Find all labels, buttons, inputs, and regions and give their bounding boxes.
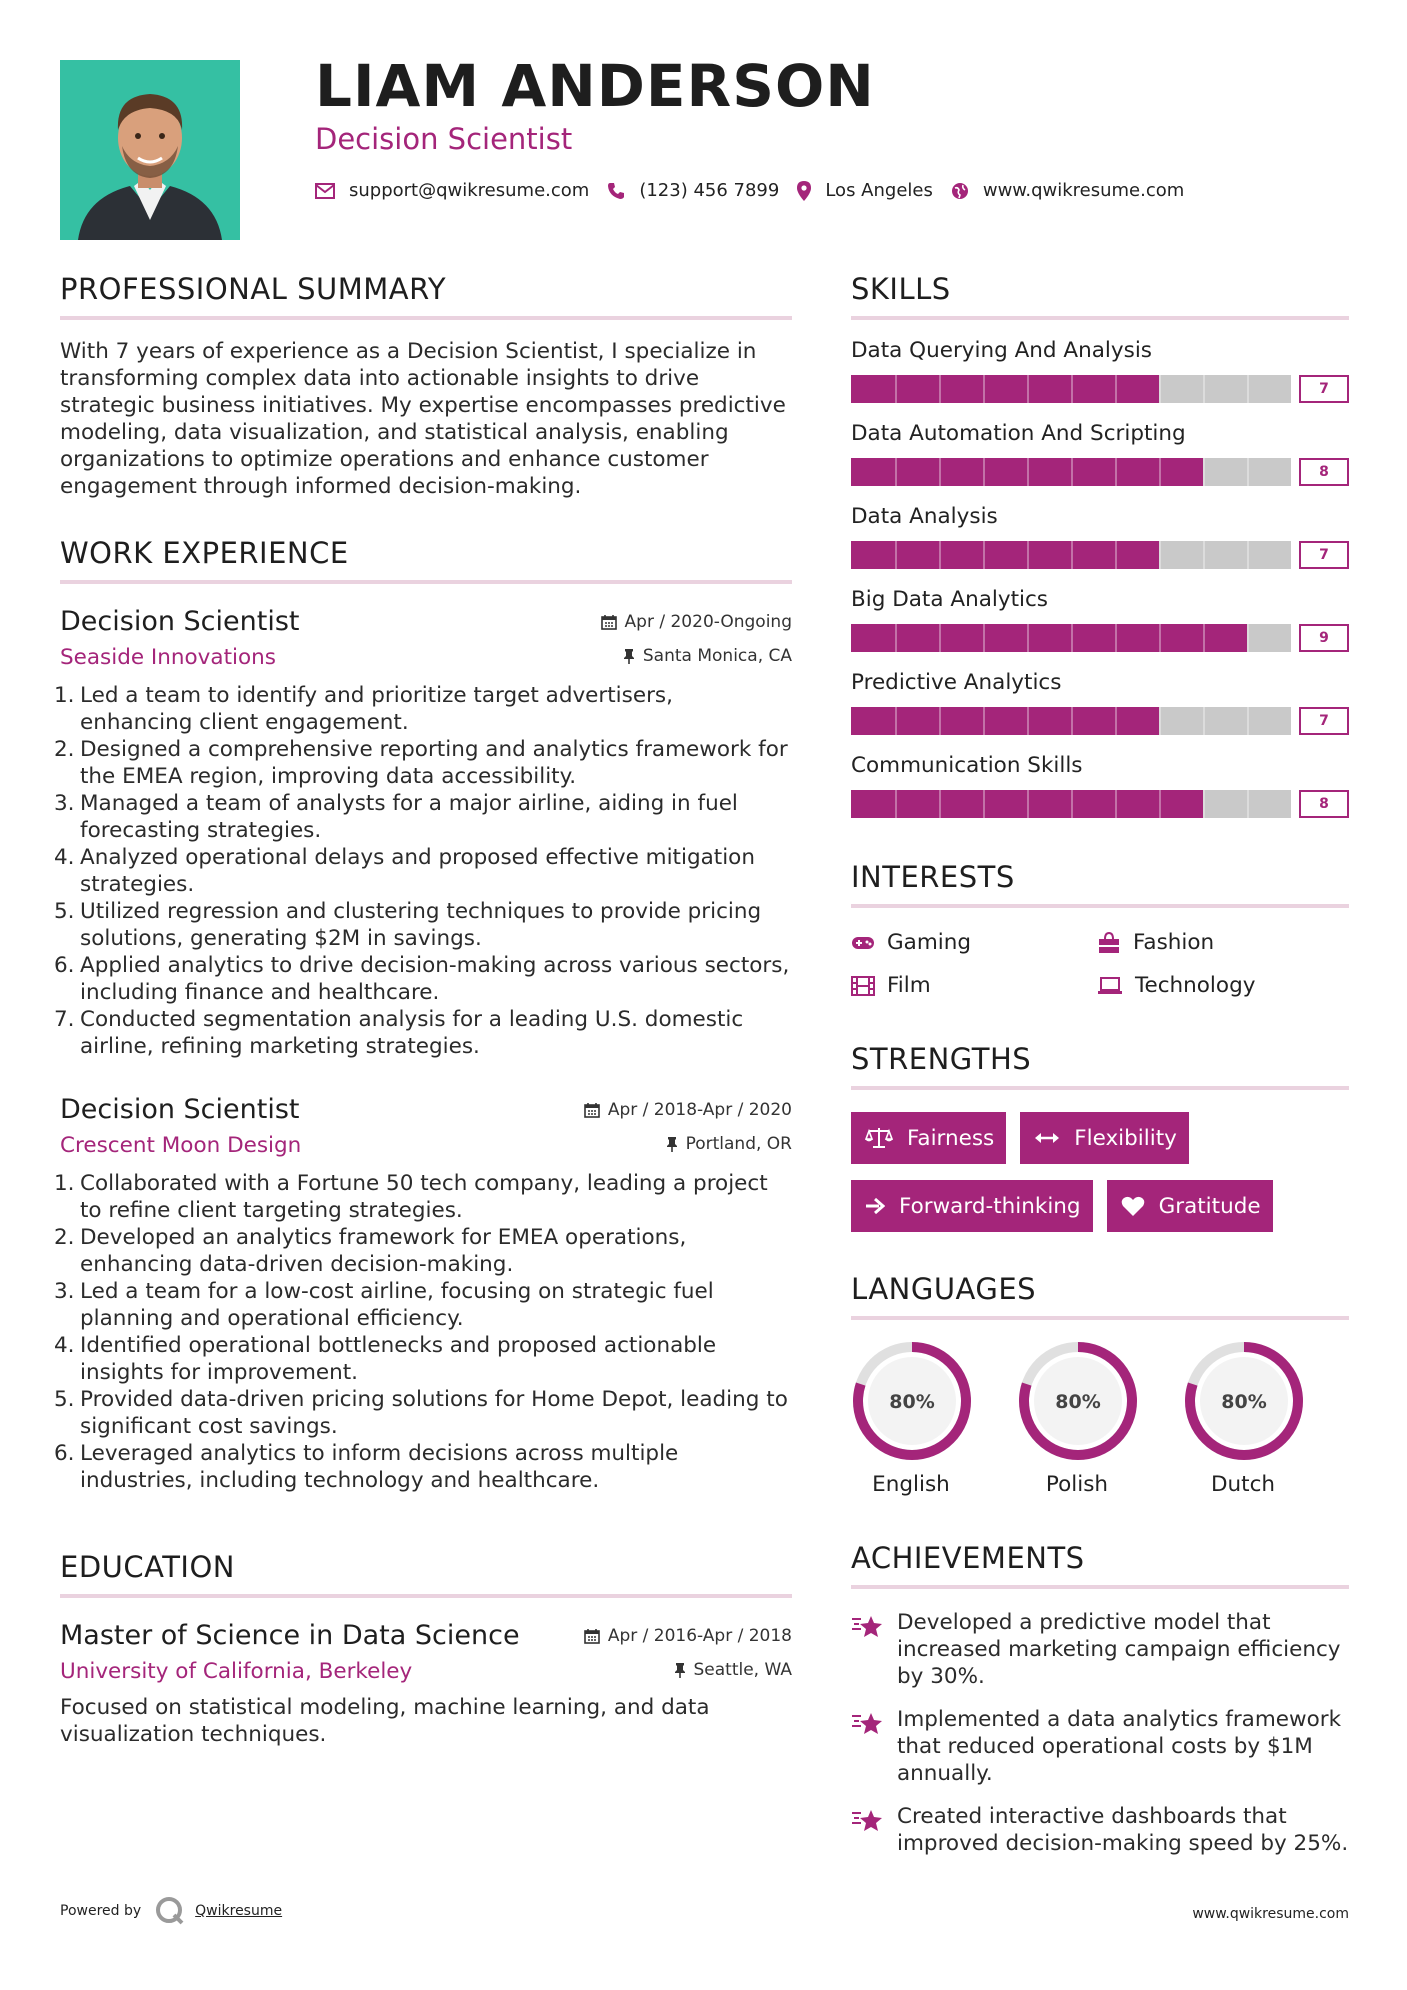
envelope-icon [315, 183, 335, 199]
bullet-number: 1. [54, 1171, 75, 1196]
skill-name: Data Querying And Analysis [851, 338, 1152, 363]
skill-segment-divider [1203, 458, 1205, 486]
skill-track [851, 790, 1291, 818]
summary-heading: PROFESSIONAL SUMMARY [60, 272, 792, 320]
languages-list [851, 1340, 1349, 1497]
skill-segment-divider [1159, 375, 1161, 403]
skill-fill [851, 375, 1159, 403]
job-subheader [60, 1133, 792, 1158]
phone-icon [607, 182, 625, 200]
job-header [60, 606, 792, 637]
education-entry [60, 1620, 792, 1748]
skill-segment-divider [895, 375, 897, 403]
languages-heading: LANGUAGES [851, 1272, 1349, 1320]
skill-segment-divider [1203, 375, 1205, 403]
strength-label: Gratitude [1158, 1193, 1261, 1219]
education-heading: EDUCATION [60, 1550, 792, 1598]
job-dates-text: Apr / 2018-Apr / 2020 [607, 1100, 792, 1120]
phone-text: (123) 456 7899 [639, 180, 780, 201]
list-item [54, 844, 792, 898]
skill-bar [851, 541, 1349, 569]
bullet-text: Analyzed operational delays and proposed effective mitigation strategies. [80, 845, 755, 897]
skill-segment-divider [1027, 624, 1029, 652]
education-dates [584, 1626, 792, 1646]
pushpin-icon [623, 648, 635, 664]
interest-item [851, 973, 1097, 998]
bullet-text: Led a team for a low-cost airline, focusing on strategic fuel planning and operational efficiency. [80, 1279, 714, 1331]
interest-label: Film [887, 973, 931, 998]
job-location-text: Portland, OR [685, 1134, 792, 1154]
list-item [54, 1006, 792, 1060]
bullet-number: 3. [54, 1279, 75, 1304]
shopping-bag-icon [1097, 932, 1133, 954]
skill-segment-divider [1071, 541, 1073, 569]
balance-scale-icon [865, 1127, 907, 1149]
skill-score-badge: 8 [1299, 458, 1349, 486]
job-location [623, 646, 792, 666]
website-text: www.qwikresume.com [982, 180, 1185, 201]
strength-tag [1107, 1180, 1273, 1232]
contact-email[interactable] [315, 180, 589, 201]
bullet-text: Leveraged analytics to inform decisions across multiple industries, including technology and healthcare. [80, 1441, 679, 1493]
bullet-number: 6. [54, 953, 75, 978]
list-item [54, 1224, 792, 1278]
bullet-number: 4. [54, 845, 75, 870]
skill-segment-divider [983, 541, 985, 569]
shooting-star-icon [851, 1609, 897, 1690]
skill-segment-divider [1027, 790, 1029, 818]
profile-photo [60, 60, 240, 240]
skill-name: Data Automation And Scripting [851, 421, 1186, 446]
skill-segment-divider [1159, 624, 1161, 652]
skill-segment-divider [1159, 790, 1161, 818]
skill-segment-divider [939, 624, 941, 652]
skill-track [851, 375, 1291, 403]
film-icon [851, 976, 887, 996]
company-name: Crescent Moon Design [60, 1133, 302, 1158]
contact-bar [315, 180, 1202, 201]
bullet-text: Utilized regression and clustering techniques to provide pricing solutions, generating $2M in savings. [80, 899, 762, 951]
footer-site[interactable]: www.qwikresume.com [1192, 1906, 1349, 1922]
language-item [1017, 1340, 1183, 1497]
achievements-heading: ACHIEVEMENTS [851, 1541, 1349, 1589]
achievement-item [851, 1609, 1349, 1690]
calendar-icon [601, 614, 617, 630]
skill-segment-divider [1247, 541, 1249, 569]
skill-segment-divider [983, 375, 985, 403]
skill-name: Data Analysis [851, 504, 998, 529]
achievements-list [851, 1609, 1349, 1857]
skill-segment-divider [939, 541, 941, 569]
education-dates-text: Apr / 2016-Apr / 2018 [607, 1626, 792, 1646]
calendar-icon [584, 1102, 600, 1118]
language-name: English [872, 1472, 950, 1497]
language-level: 80% [1221, 1391, 1267, 1413]
education-location-text: Seattle, WA [693, 1660, 792, 1680]
skill-segment-divider [1115, 458, 1117, 486]
strength-label: Flexibility [1074, 1125, 1177, 1151]
skill-score-badge: 9 [1299, 624, 1349, 652]
bullet-number: 5. [54, 899, 75, 924]
bullet-number: 4. [54, 1333, 75, 1358]
footer-powered-by [60, 1896, 282, 1926]
skill-segment-divider [1115, 541, 1117, 569]
powered-by-text: Powered by [60, 1903, 142, 1919]
skills-list [851, 338, 1349, 818]
language-level: 80% [889, 1391, 935, 1413]
skill-segment-divider [1247, 790, 1249, 818]
job-header [60, 1094, 792, 1125]
candidate-title: Decision Scientist [315, 122, 573, 156]
shooting-star-icon [851, 1803, 897, 1857]
job-entry [54, 606, 792, 1060]
list-item [54, 736, 792, 790]
language-ring [851, 1340, 973, 1462]
skill-item [851, 670, 1349, 735]
experience-heading: WORK EXPERIENCE [60, 536, 792, 584]
skill-track [851, 458, 1291, 486]
skill-bar [851, 458, 1349, 486]
skill-segment-divider [1115, 707, 1117, 735]
skill-segment-divider [1159, 707, 1161, 735]
skill-segment-divider [1027, 458, 1029, 486]
skill-segment-divider [1071, 707, 1073, 735]
skill-segment-divider [983, 790, 985, 818]
degree-title: Master of Science in Data Science [60, 1620, 520, 1651]
job-location [666, 1134, 792, 1154]
skill-segment-divider [1071, 375, 1073, 403]
interest-label: Technology [1135, 973, 1256, 998]
skill-score-badge: 7 [1299, 375, 1349, 403]
interests-heading: INTERESTS [851, 860, 1349, 908]
laptop-icon [1097, 977, 1135, 995]
bullet-text: Managed a team of analysts for a major airline, aiding in fuel forecasting strategies. [80, 791, 738, 843]
skill-name: Big Data Analytics [851, 587, 1049, 612]
bullet-text: Provided data-driven pricing solutions for Home Depot, leading to significant cost savings. [80, 1387, 788, 1439]
bullet-number: 2. [54, 737, 75, 762]
bullet-text: Conducted segmentation analysis for a leading U.S. domestic airline, refining marketing strategies. [80, 1007, 744, 1059]
contact-phone[interactable] [607, 180, 779, 201]
strength-label: Fairness [907, 1125, 995, 1151]
job-title: Decision Scientist [60, 606, 300, 637]
skill-segment-divider [1203, 707, 1205, 735]
arrows-horizontal-icon [1034, 1131, 1074, 1145]
skill-segment-divider [939, 790, 941, 818]
gamepad-icon [851, 935, 887, 951]
interests-list [851, 930, 1349, 998]
skill-track [851, 707, 1291, 735]
skill-score-badge: 8 [1299, 790, 1349, 818]
interest-label: Fashion [1133, 930, 1215, 955]
skill-segment-divider [1247, 624, 1249, 652]
company-name: Seaside Innovations [60, 645, 276, 670]
bullet-text: Designed a comprehensive reporting and analytics framework for the EMEA region, improving data accessibility. [80, 737, 788, 789]
interest-item [851, 930, 1097, 955]
list-item [54, 1440, 792, 1494]
language-item [851, 1340, 1017, 1497]
skill-fill [851, 541, 1159, 569]
skill-track [851, 541, 1291, 569]
job-title: Decision Scientist [60, 1094, 300, 1125]
skill-segment-divider [895, 458, 897, 486]
skill-bar [851, 790, 1349, 818]
interest-item [1097, 973, 1343, 998]
bullet-text: Led a team to identify and prioritize target advertisers, enhancing client engagement. [80, 683, 673, 735]
skill-track [851, 624, 1291, 652]
candidate-name: LIAM ANDERSON [315, 52, 875, 120]
interest-item [1097, 930, 1343, 955]
bullet-number: 7. [54, 1007, 75, 1032]
skill-segment-divider [1027, 707, 1029, 735]
skill-segment-divider [939, 375, 941, 403]
skill-name: Predictive Analytics [851, 670, 1062, 695]
strength-label: Forward-thinking [899, 1193, 1081, 1219]
skill-segment-divider [1247, 375, 1249, 403]
strength-tag [1020, 1112, 1189, 1164]
skill-segment-divider [895, 541, 897, 569]
contact-website[interactable] [951, 180, 1184, 201]
job-location-text: Santa Monica, CA [642, 646, 792, 666]
skill-segment-divider [1247, 707, 1249, 735]
job-dates [584, 1100, 792, 1120]
skill-segment-divider [1203, 790, 1205, 818]
skill-item [851, 421, 1349, 486]
achievement-item [851, 1803, 1349, 1857]
heart-icon [1121, 1195, 1159, 1217]
skill-segment-divider [939, 707, 941, 735]
job-list [54, 606, 792, 1494]
right-column [851, 272, 1349, 1857]
summary-text: With 7 years of experience as a Decision Scientist, I specialize in transforming complex data into actionable insights to drive strategic business initiatives. My expertise encompasses predictive modeling, data visualization, and statistical analysis, enabling organizations to optimize operations and enhance customer engagement through informed decision-making. [60, 339, 786, 499]
language-ring [1017, 1340, 1139, 1462]
job-bullets [54, 682, 792, 1060]
education-description: Focused on statistical modeling, machine learning, and data visualization techniques. [60, 1695, 710, 1747]
calendar-icon [584, 1628, 600, 1644]
strengths-heading: STRENGTHS [851, 1042, 1349, 1090]
list-item [54, 952, 792, 1006]
bullet-number: 2. [54, 1225, 75, 1250]
bullet-number: 3. [54, 791, 75, 816]
bullet-text: Identified operational bottlenecks and proposed actionable insights for improvement. [80, 1333, 717, 1385]
list-item [54, 790, 792, 844]
skill-segment-divider [895, 707, 897, 735]
email-text: support@qwikresume.com [349, 180, 590, 201]
location-text: Los Angeles [825, 180, 933, 201]
skill-segment-divider [1247, 458, 1249, 486]
list-item [54, 1332, 792, 1386]
skill-score-badge: 7 [1299, 707, 1349, 735]
skill-segment-divider [1159, 458, 1161, 486]
achievement-text: Created interactive dashboards that improved decision-making speed by 25%. [897, 1804, 1349, 1856]
left-column [54, 272, 792, 1748]
skill-segment-divider [983, 624, 985, 652]
skill-segment-divider [983, 458, 985, 486]
skill-segment-divider [895, 624, 897, 652]
skill-fill [851, 624, 1247, 652]
skill-item [851, 504, 1349, 569]
skill-segment-divider [1071, 458, 1073, 486]
achievement-item [851, 1706, 1349, 1787]
skill-score-badge: 7 [1299, 541, 1349, 569]
education-location [674, 1660, 793, 1680]
job-dates-text: Apr / 2020-Ongoing [624, 612, 792, 632]
arrow-right-icon [865, 1197, 899, 1215]
skill-segment-divider [1115, 375, 1117, 403]
skill-segment-divider [1027, 375, 1029, 403]
pushpin-icon [666, 1136, 678, 1152]
bullet-text: Applied analytics to drive decision-making across various sectors, including finance and healthcare. [80, 953, 790, 1005]
achievement-text: Implemented a data analytics framework that reduced operational costs by $1M annually. [897, 1707, 1342, 1786]
skill-item [851, 338, 1349, 403]
language-ring [1183, 1340, 1305, 1462]
language-name: Dutch [1210, 1472, 1276, 1497]
skill-bar [851, 707, 1349, 735]
skill-bar [851, 375, 1349, 403]
strength-tag [851, 1180, 1093, 1232]
skill-segment-divider [1027, 541, 1029, 569]
skills-heading: SKILLS [851, 272, 1349, 320]
skill-bar [851, 624, 1349, 652]
strength-tag [851, 1112, 1006, 1164]
contact-location [797, 180, 933, 201]
skill-item [851, 587, 1349, 652]
bullet-number: 5. [54, 1387, 75, 1412]
skill-segment-divider [983, 707, 985, 735]
bullet-text: Developed an analytics framework for EMEA operations, enhancing data-driven decision-making. [80, 1225, 687, 1277]
list-item [54, 682, 792, 736]
list-item [54, 1170, 792, 1224]
skill-fill [851, 707, 1159, 735]
skill-segment-divider [1159, 541, 1161, 569]
brand-link[interactable]: Qwikresume [195, 1903, 283, 1919]
skill-segment-divider [1115, 790, 1117, 818]
skill-segment-divider [1071, 790, 1073, 818]
job-dates [601, 612, 792, 632]
achievement-text: Developed a predictive model that increased marketing campaign efficiency by 30%. [897, 1610, 1341, 1689]
skill-name: Communication Skills [851, 753, 1083, 778]
bullet-number: 6. [54, 1441, 75, 1466]
skill-segment-divider [939, 458, 941, 486]
bullet-number: 1. [54, 683, 75, 708]
language-name: Polish [1045, 1472, 1109, 1497]
list-item [54, 898, 792, 952]
interest-label: Gaming [887, 930, 972, 955]
skill-segment-divider [1071, 624, 1073, 652]
job-bullets [54, 1170, 792, 1494]
map-marker-icon [797, 181, 811, 201]
job-subheader [60, 645, 792, 670]
skill-segment-divider [1115, 624, 1117, 652]
pushpin-icon [674, 1662, 686, 1678]
skill-item [851, 753, 1349, 818]
skill-segment-divider [1203, 624, 1205, 652]
school-name: University of California, Berkeley [60, 1659, 413, 1684]
skill-segment-divider [1203, 541, 1205, 569]
list-item [54, 1278, 792, 1332]
bullet-text: Collaborated with a Fortune 50 tech company, leading a project to refine client targeting strategies. [80, 1171, 768, 1223]
list-item [54, 1386, 792, 1440]
job-entry [54, 1094, 792, 1494]
qwikresume-logo-icon [155, 1896, 185, 1926]
shooting-star-icon [851, 1706, 897, 1787]
language-level: 80% [1055, 1391, 1101, 1413]
skill-segment-divider [895, 790, 897, 818]
globe-icon [951, 182, 969, 200]
strengths-list [851, 1112, 1349, 1248]
language-item [1183, 1340, 1349, 1497]
